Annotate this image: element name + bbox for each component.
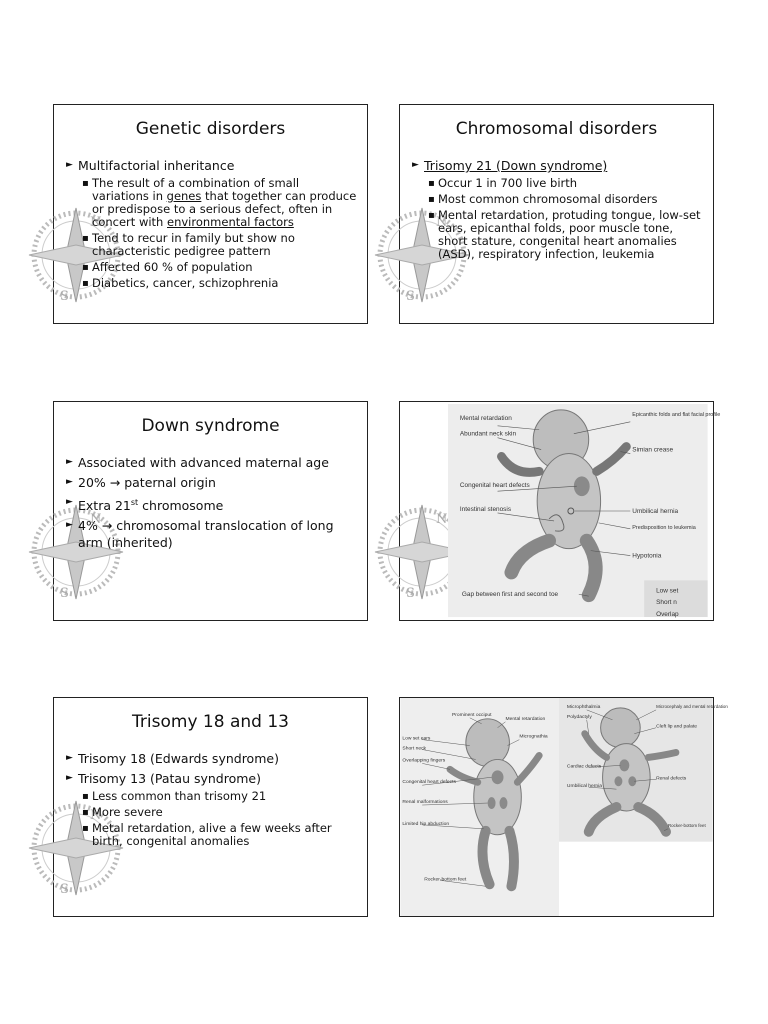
bullet-text-part: st (130, 498, 139, 507)
bullet-item (82, 822, 359, 848)
slide-down-syndrome (53, 401, 368, 621)
bullet-item (66, 157, 359, 174)
bullet-item (428, 193, 705, 206)
label-heart: Congenital heart defects (402, 780, 456, 786)
label-overlap: Overlapping fingers (402, 758, 446, 764)
label-cleft: Cleft lip and palate (656, 724, 697, 730)
slide-chromosomal-disorders (399, 104, 714, 324)
bullet-text-part: The result of a combination of small variations in (92, 176, 300, 203)
bullet-text: Metal retardation, alive a few weeks after birth, congenital anomalies (92, 821, 332, 848)
bullet-text: Tend to recur in family but show no characteristic pedigree pattern (92, 231, 295, 258)
bullet-text: Associated with advanced maternal age (78, 455, 329, 470)
underlined-term: environmental factors (167, 215, 294, 229)
label-heart: Congenital heart defects (459, 482, 530, 490)
bullet-item (82, 261, 359, 274)
bullet-item (66, 750, 359, 767)
slide-bullets (66, 750, 359, 851)
bullet-text: 20% → paternal origin (78, 475, 216, 490)
bullet-text: Diabetics, cancer, schizophrenia (92, 276, 279, 290)
bullet-text: Mental retardation, protuding tongue, low-set ears, epicanthal folds, poor muscle tone, short stature, congenital heart anomalies (ASD), respiratory infection, leukemia (438, 208, 701, 261)
bullet-text-part: that together can produce or predispose to a serious defect, often in concert with (92, 189, 357, 229)
bullet-text-part: Extra 21 (78, 498, 131, 514)
label-overlap: Overlap (656, 611, 679, 619)
bullet-text: Trisomy 18 (Edwards syndrome) (78, 751, 279, 766)
label-renal2: Renal defects (656, 776, 687, 782)
label-mental: Mental retardation (459, 414, 512, 422)
label-shortn: Short n (656, 599, 677, 607)
bullet-text: 4% → chromosomal translocation of long arm (inherited) (78, 518, 334, 551)
label-microcephaly: Microcephaly and mental retardation (656, 703, 728, 709)
bullet-item (428, 177, 705, 190)
slide-title: Trisomy 18 and 13 (132, 712, 289, 732)
bullet-item (82, 177, 359, 229)
label-lowset: Low set ears (402, 736, 431, 742)
label-prominent: Prominent occiput (451, 712, 492, 718)
bullet-item (66, 770, 359, 787)
underlined-term: Trisomy 21 (Down syndrome) (424, 158, 608, 173)
label-microphthalmia: Microphthalmia (566, 704, 601, 710)
bullet-item (82, 806, 359, 819)
label-simian: Simian crease (632, 446, 674, 454)
bullet-text: More severe (92, 805, 163, 819)
label-rocker2: Rocker-bottom feet (667, 822, 706, 828)
label-hypotonia: Hypotonia (632, 552, 662, 560)
underlined-term: genes (166, 189, 202, 203)
slide-genetic-disorders (53, 104, 368, 324)
slide-title: Genetic disorders (135, 119, 286, 139)
slide-trisomy-figure (399, 697, 728, 917)
label-renal: Renal malformations (402, 800, 448, 806)
slide-title: Chromosomal disorders (455, 119, 658, 139)
label-hip: Limited hip abduction (402, 821, 450, 827)
slide-down-syndrome-figure (399, 401, 721, 621)
bullet-item (82, 232, 359, 258)
bullet-item (82, 277, 359, 290)
bullet-text-part: chromosome (138, 498, 224, 514)
label-umbilical: Umbilical hernia (632, 507, 679, 515)
bullet-text: Occur 1 in 700 live birth (438, 176, 578, 190)
label-nuchal: Abundant neck skin (459, 430, 517, 438)
label-epicanthic: Epicanthic folds and flat facial profile (632, 411, 721, 418)
slide-bullets (66, 157, 359, 293)
bullet-item (66, 494, 359, 514)
bullet-text: Less common than trisomy 21 (92, 789, 267, 803)
label-rocker: Rocker-bottom feet (424, 877, 467, 883)
label-intestinal: Intestinal stenosis (459, 506, 512, 513)
label-polydactyly: Polydactyly (566, 714, 592, 720)
label-micrognathia: Micrognathia (519, 734, 548, 740)
bullet-text: Most common chromosomal disorders (438, 192, 658, 206)
label-gap: Gap between first and second toe (461, 591, 559, 599)
bullet-item (82, 790, 359, 803)
label-shortneck: Short neck (402, 746, 427, 752)
bullet-item (66, 517, 359, 551)
slide-bullets (66, 454, 359, 554)
trisomy-infants-illustration (400, 698, 728, 916)
bullet-text: Affected 60 % of population (92, 260, 253, 274)
label-umbilical: Umbilical hernia (566, 784, 603, 790)
bullet-item (66, 454, 359, 471)
bullet-item (66, 474, 359, 491)
label-leukemia: Predisposition to leukemia (632, 524, 696, 531)
down-syndrome-infant-illustration (400, 402, 721, 620)
bullet-item (428, 209, 705, 261)
label-lowset: Low set (656, 587, 679, 595)
bullet-text: Multifactorial inheritance (78, 158, 235, 173)
slide-bullets (412, 157, 705, 264)
label-mental: Mental retardation (505, 716, 546, 722)
label-cardiac: Cardiac defects (566, 764, 602, 770)
bullet-item (412, 157, 705, 174)
bullet-text: Trisomy 13 (Patau syndrome) (78, 771, 261, 786)
slide-trisomy-18-13 (53, 697, 368, 917)
slide-title: Down syndrome (141, 416, 280, 436)
